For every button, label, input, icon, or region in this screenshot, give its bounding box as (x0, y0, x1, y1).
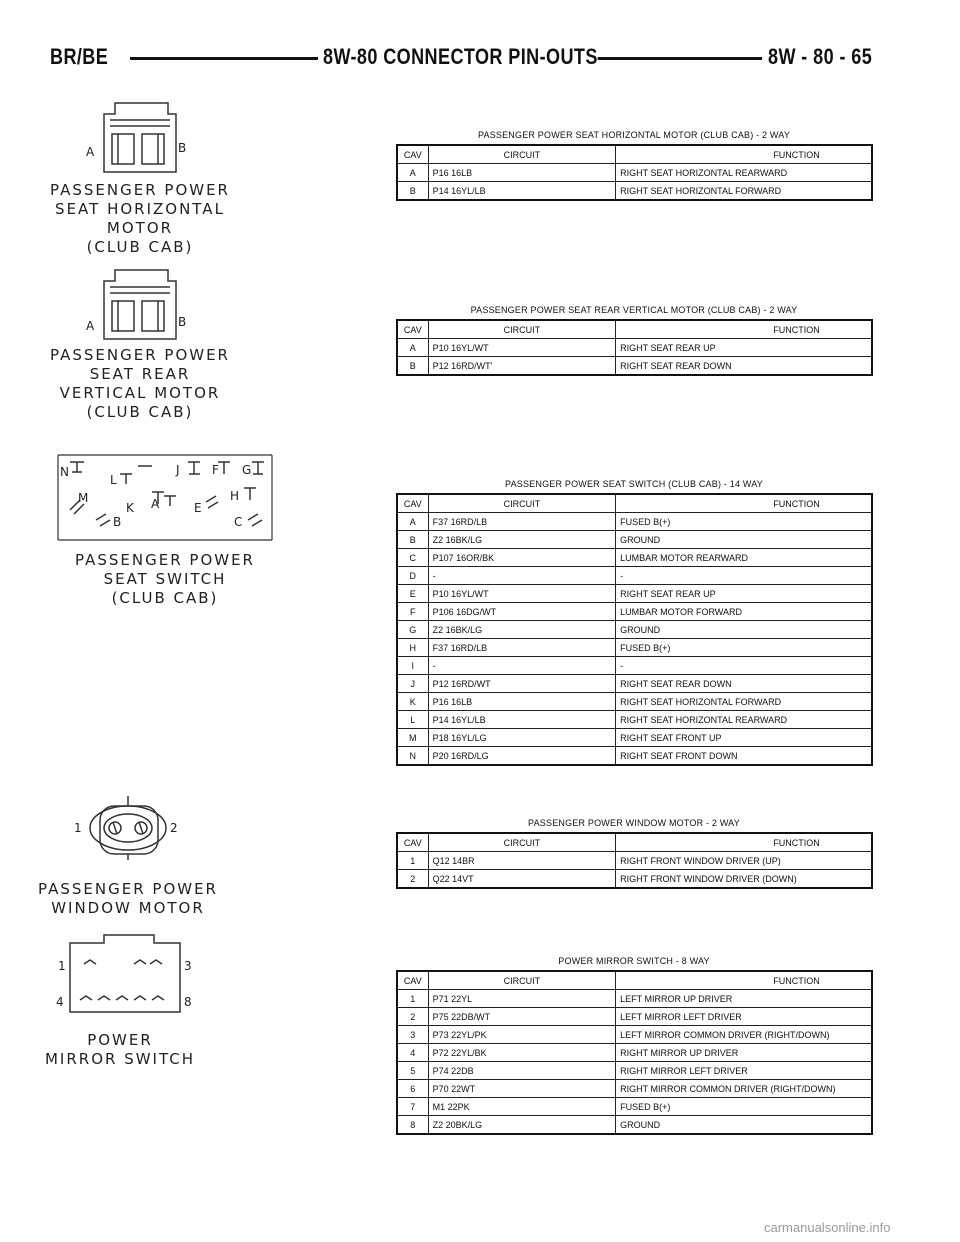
connector-5-pin-8-label: 8 (184, 995, 192, 1009)
table-row: G Z2 16BK/LG GROUND (397, 621, 872, 639)
table-1 (396, 144, 873, 201)
table-3-title: PASSENGER POWER SEAT SWITCH (CLUB CAB) - 14 WAY (505, 479, 763, 489)
header-section-title: 8W-80 CONNECTOR PIN-OUTS (323, 44, 598, 69)
connector-4-label: PASSENGER POWER WINDOW MOTOR (38, 880, 218, 917)
connector-5-pin-4-label: 4 (56, 995, 64, 1009)
connector-1-label: PASSENGER POWER SEAT HORIZONTAL MOTOR (CLUB CAB) (50, 181, 230, 256)
connector-4-face-icon (74, 796, 178, 860)
connector-3-face-icon (58, 455, 272, 540)
table-row: D - - (397, 567, 872, 585)
table-row: 8 Z2 20BK/LG GROUND (397, 1116, 872, 1135)
table-5-title: POWER MIRROR SWITCH - 8 WAY (558, 956, 710, 966)
table-row: L P14 16YL/LB RIGHT SEAT HORIZONTAL REARWARD (397, 711, 872, 729)
table-row: 7 M1 22PK FUSED B(+) (397, 1098, 872, 1116)
connector-5-face-icon (56, 935, 192, 1012)
connector-3-pin-h-label: H (230, 489, 240, 503)
header-function: FUNCTION (616, 971, 872, 990)
table-3 (396, 493, 873, 766)
table-header-row (397, 145, 872, 164)
table-row: F P106 16DG/WT LUMBAR MOTOR FORWARD (397, 603, 872, 621)
connector-5-pin-3-label: 3 (184, 959, 192, 973)
table-row: B P14 16YL/LB RIGHT SEAT HORIZONTAL FORWARD (397, 182, 872, 201)
table-row: B P12 16RD/WT' RIGHT SEAT REAR DOWN (397, 357, 872, 376)
table-row: E P10 16YL/WT RIGHT SEAT REAR UP (397, 585, 872, 603)
table-row: A P16 16LB RIGHT SEAT HORIZONTAL REARWARD (397, 164, 872, 182)
table-1-title: PASSENGER POWER SEAT HORIZONTAL MOTOR (CLUB CAB) - 2 WAY (477, 130, 791, 140)
header-cav: CAV (397, 833, 428, 852)
connector-5-label: POWER MIRROR SWITCH (44, 1031, 196, 1068)
table-header-row (397, 494, 872, 513)
header-circuit: CIRCUIT (428, 320, 616, 339)
connector-2-pin-a-label: A (86, 319, 95, 333)
table-2 (396, 319, 873, 376)
connector-5-pin-1-label: 1 (58, 959, 66, 973)
connector-2-face-icon (86, 270, 186, 339)
connector-1-face-icon (86, 103, 186, 172)
table-4-title: PASSENGER POWER WINDOW MOTOR - 2 WAY (528, 818, 740, 828)
connector-3-pin-j-label: J (176, 463, 180, 477)
table-5 (396, 970, 873, 1135)
connector-3-pin-n-label: N (60, 465, 69, 479)
table-header-row (397, 971, 872, 990)
table-2-title: PASSENGER POWER SEAT REAR VERTICAL MOTOR (CLUB CAB) - 2 WAY (470, 305, 798, 315)
table-row: 1 Q12 14BR RIGHT FRONT WINDOW DRIVER (UP) (397, 852, 872, 870)
connector-3-pin-c-label: C (234, 515, 243, 529)
table-row: B Z2 16BK/LG GROUND (397, 531, 872, 549)
connector-1-pin-b-label: B (178, 141, 187, 155)
table-row: 4 P72 22YL/BK RIGHT MIRROR UP DRIVER (397, 1044, 872, 1062)
connector-3-pin-l-label: L (110, 473, 117, 487)
table-row: A F37 16RD/LB FUSED B(+) (397, 513, 872, 531)
watermark: carmanualsonline.info (764, 1220, 891, 1235)
table-row: 6 P70 22WT RIGHT MIRROR COMMON DRIVER (RIGHT/DOWN) (397, 1080, 872, 1098)
table-4 (396, 832, 873, 889)
table-row: 5 P74 22DB RIGHT MIRROR LEFT DRIVER (397, 1062, 872, 1080)
header-circuit: CIRCUIT (428, 494, 616, 513)
header-circuit: CIRCUIT (428, 833, 616, 852)
connector-4-pin-1-label: 1 (74, 821, 82, 835)
connector-4-pin-2-label: 2 (170, 821, 178, 835)
table-row: I - - (397, 657, 872, 675)
table-header-row (397, 320, 872, 339)
table-row: M P18 16YL/LG RIGHT SEAT FRONT UP (397, 729, 872, 747)
header-cav: CAV (397, 971, 428, 990)
table-row: J P12 16RD/WT RIGHT SEAT REAR DOWN (397, 675, 872, 693)
table-row: 1 P71 22YL LEFT MIRROR UP DRIVER (397, 990, 872, 1008)
connector-3-pin-k-label: K (126, 501, 134, 515)
table-header-row (397, 833, 872, 852)
connector-1-pin-a-label: A (86, 145, 95, 159)
connector-3-pin-g-label: G (242, 463, 252, 477)
connector-3-pin-f-label: F (212, 463, 219, 477)
header-function: FUNCTION (616, 494, 872, 513)
header-model: BR/BE (50, 44, 109, 69)
connector-2-pin-b-label: B (178, 315, 187, 329)
header-function: FUNCTION (616, 320, 872, 339)
connector-2-label: PASSENGER POWER SEAT REAR VERTICAL MOTOR (CLUB CAB) (50, 346, 230, 421)
header-cav: CAV (397, 145, 428, 164)
connector-3-pin-a-label: A (151, 497, 160, 511)
table-row: H F37 16RD/LB FUSED B(+) (397, 639, 872, 657)
connector-3-pin-e-label: E (194, 501, 202, 515)
header-page-number: 8W - 80 - 65 (768, 44, 873, 69)
header-circuit: CIRCUIT (428, 145, 616, 164)
table-row: N P20 16RD/LG RIGHT SEAT FRONT DOWN (397, 747, 872, 766)
connector-3-label: PASSENGER POWER SEAT SWITCH (CLUB CAB) (75, 551, 255, 607)
table-row: K P16 16LB RIGHT SEAT HORIZONTAL FORWARD (397, 693, 872, 711)
connector-3-pin-m-label: M (78, 491, 89, 505)
header-cav: CAV (397, 494, 428, 513)
header-cav: CAV (397, 320, 428, 339)
table-row: 3 P73 22YL/PK LEFT MIRROR COMMON DRIVER (RIGHT/DOWN) (397, 1026, 872, 1044)
table-row: 2 P75 22DB/WT LEFT MIRROR LEFT DRIVER (397, 1008, 872, 1026)
table-row: 2 Q22 14VT RIGHT FRONT WINDOW DRIVER (DOWN) (397, 870, 872, 889)
header-function: FUNCTION (616, 833, 872, 852)
connector-3-pin-b-label: B (113, 515, 122, 529)
header-function: FUNCTION (616, 145, 872, 164)
header-circuit: CIRCUIT (428, 971, 616, 990)
table-row: A P10 16YL/WT RIGHT SEAT REAR UP (397, 339, 872, 357)
table-row: C P107 16OR/BK LUMBAR MOTOR REARWARD (397, 549, 872, 567)
